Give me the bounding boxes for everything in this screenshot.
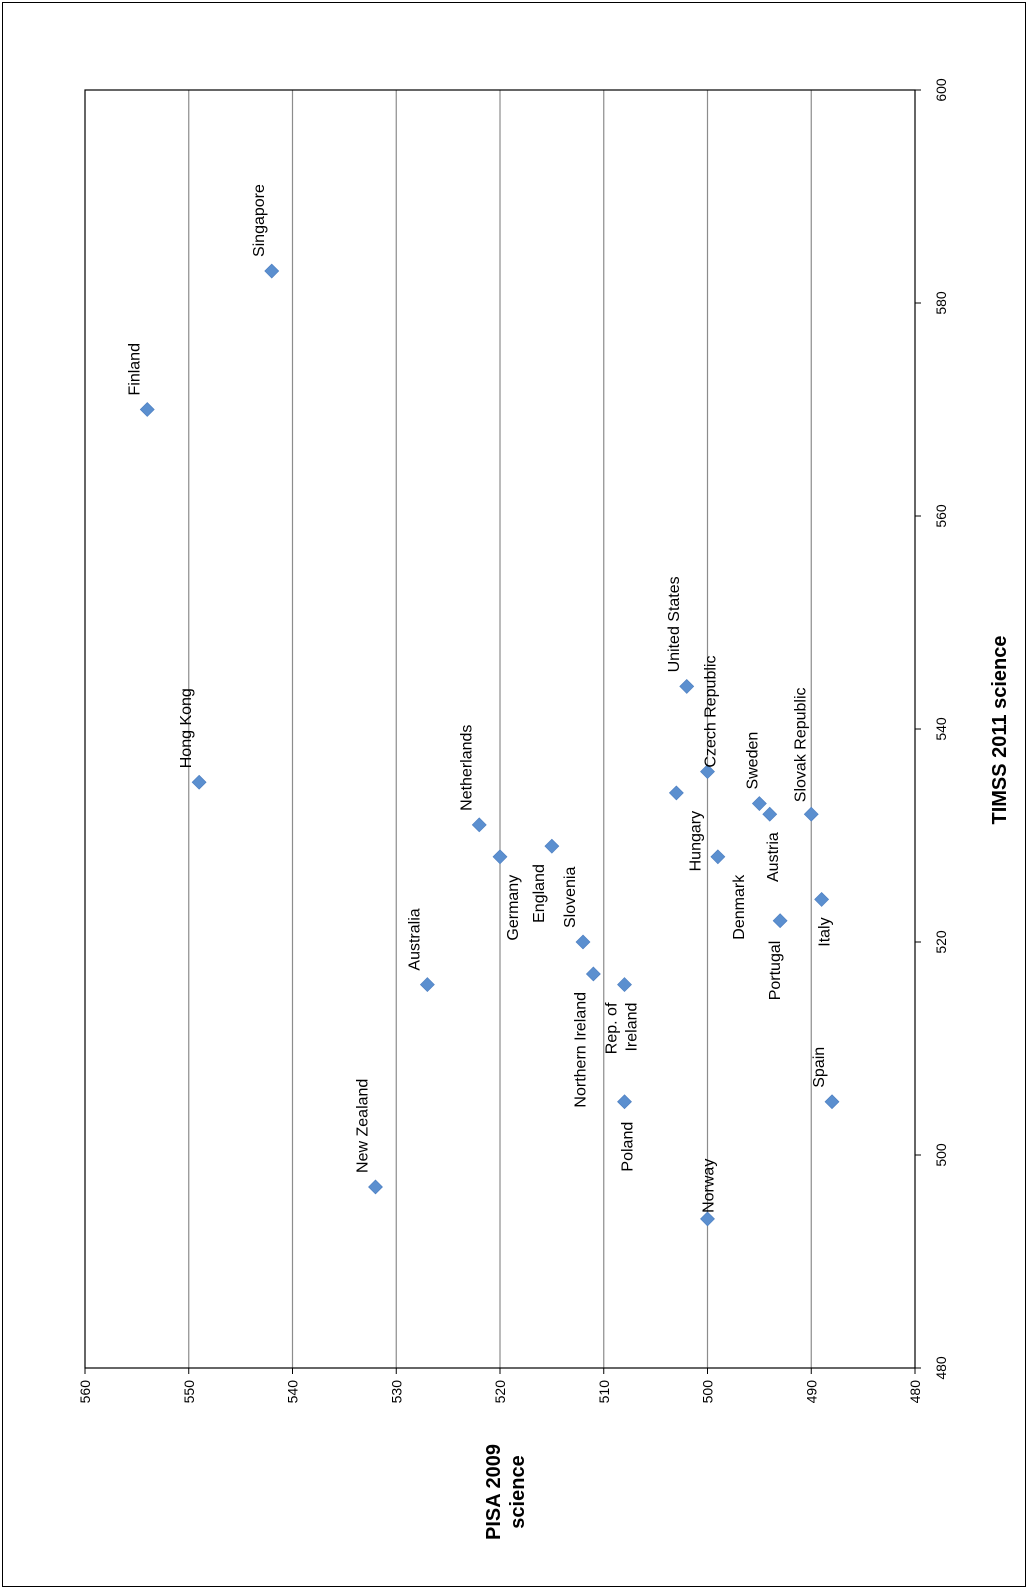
x-tick-label: 480 bbox=[933, 1356, 949, 1380]
data-point-portugal bbox=[773, 914, 787, 928]
data-point-poland bbox=[618, 1095, 632, 1109]
x-tick-label: 500 bbox=[933, 1143, 949, 1167]
y-tick-label: 550 bbox=[180, 1380, 197, 1404]
point-label: Austria bbox=[764, 832, 782, 882]
y-tick-label: 510 bbox=[595, 1380, 612, 1404]
point-label: Czech Republic bbox=[702, 655, 720, 768]
y-tick-label: 530 bbox=[388, 1380, 405, 1404]
x-tick-label: 540 bbox=[933, 717, 949, 741]
data-point-rep-of-ireland bbox=[618, 978, 632, 992]
data-point-singapore bbox=[265, 264, 279, 278]
point-label: England bbox=[530, 864, 548, 923]
y-tick-label: 560 bbox=[77, 1380, 93, 1404]
x-tick-label: 560 bbox=[933, 504, 949, 528]
data-points bbox=[140, 264, 839, 1226]
data-point-italy bbox=[815, 892, 829, 906]
data-point-spain bbox=[825, 1095, 839, 1109]
data-point-united-states bbox=[680, 679, 694, 693]
data-point-netherlands bbox=[472, 818, 486, 832]
point-label: Australia bbox=[406, 908, 424, 971]
data-point-slovak-republic bbox=[804, 807, 818, 821]
point-label: Hungary bbox=[687, 810, 705, 872]
data-point-hong-kong bbox=[192, 775, 206, 789]
y-tick-label: 480 bbox=[907, 1380, 923, 1404]
y-tick-label: 490 bbox=[803, 1380, 820, 1404]
data-point-england bbox=[545, 839, 559, 853]
point-label: Portugal bbox=[767, 940, 785, 1001]
data-point-northern-ireland bbox=[586, 967, 600, 981]
point-label: Germany bbox=[505, 874, 522, 941]
data-point-slovenia bbox=[576, 935, 590, 949]
point-label: Hong Kong bbox=[178, 688, 196, 769]
x-tick-label: 520 bbox=[933, 930, 949, 954]
point-label: Denmark bbox=[730, 874, 748, 940]
data-point-new-zealand bbox=[369, 1180, 383, 1194]
point-label: Slovenia bbox=[562, 866, 579, 928]
data-point-australia bbox=[420, 978, 434, 992]
y-tick-label: 500 bbox=[699, 1380, 716, 1404]
point-label: Finland bbox=[126, 343, 144, 396]
data-point-sweden bbox=[752, 797, 766, 811]
point-label: Norway bbox=[700, 1158, 718, 1213]
y-tick-label: 520 bbox=[492, 1380, 508, 1404]
axes bbox=[77, 78, 949, 1403]
data-point-finland bbox=[140, 403, 154, 417]
point-label: Rep. of Ireland bbox=[603, 1002, 641, 1055]
point-label: Sweden bbox=[744, 731, 762, 790]
point-label: Spain bbox=[811, 1046, 828, 1088]
point-label: United States bbox=[665, 576, 683, 673]
data-point-hungary bbox=[669, 786, 683, 800]
point-label: Northern Ireland bbox=[572, 991, 590, 1108]
point-label: Poland bbox=[619, 1121, 637, 1172]
data-point-norway bbox=[701, 1212, 715, 1226]
data-point-germany bbox=[493, 850, 507, 864]
point-labels bbox=[126, 184, 833, 1213]
x-tick-label: 580 bbox=[933, 291, 949, 315]
point-label: New Zealand bbox=[354, 1078, 372, 1173]
x-axis-title: TIMSS 2011 science bbox=[989, 635, 1011, 825]
point-label: Singapore bbox=[250, 184, 268, 258]
point-label: Netherlands bbox=[458, 724, 476, 811]
point-label: Slovak Republic bbox=[792, 687, 810, 803]
data-point-austria bbox=[763, 807, 777, 821]
y-axis-title: PISA 2009 science bbox=[483, 1444, 529, 1540]
y-tick-label: 540 bbox=[284, 1380, 301, 1404]
data-point-denmark bbox=[711, 850, 725, 864]
x-tick-label: 600 bbox=[933, 78, 949, 102]
point-label: Italy bbox=[816, 917, 834, 947]
